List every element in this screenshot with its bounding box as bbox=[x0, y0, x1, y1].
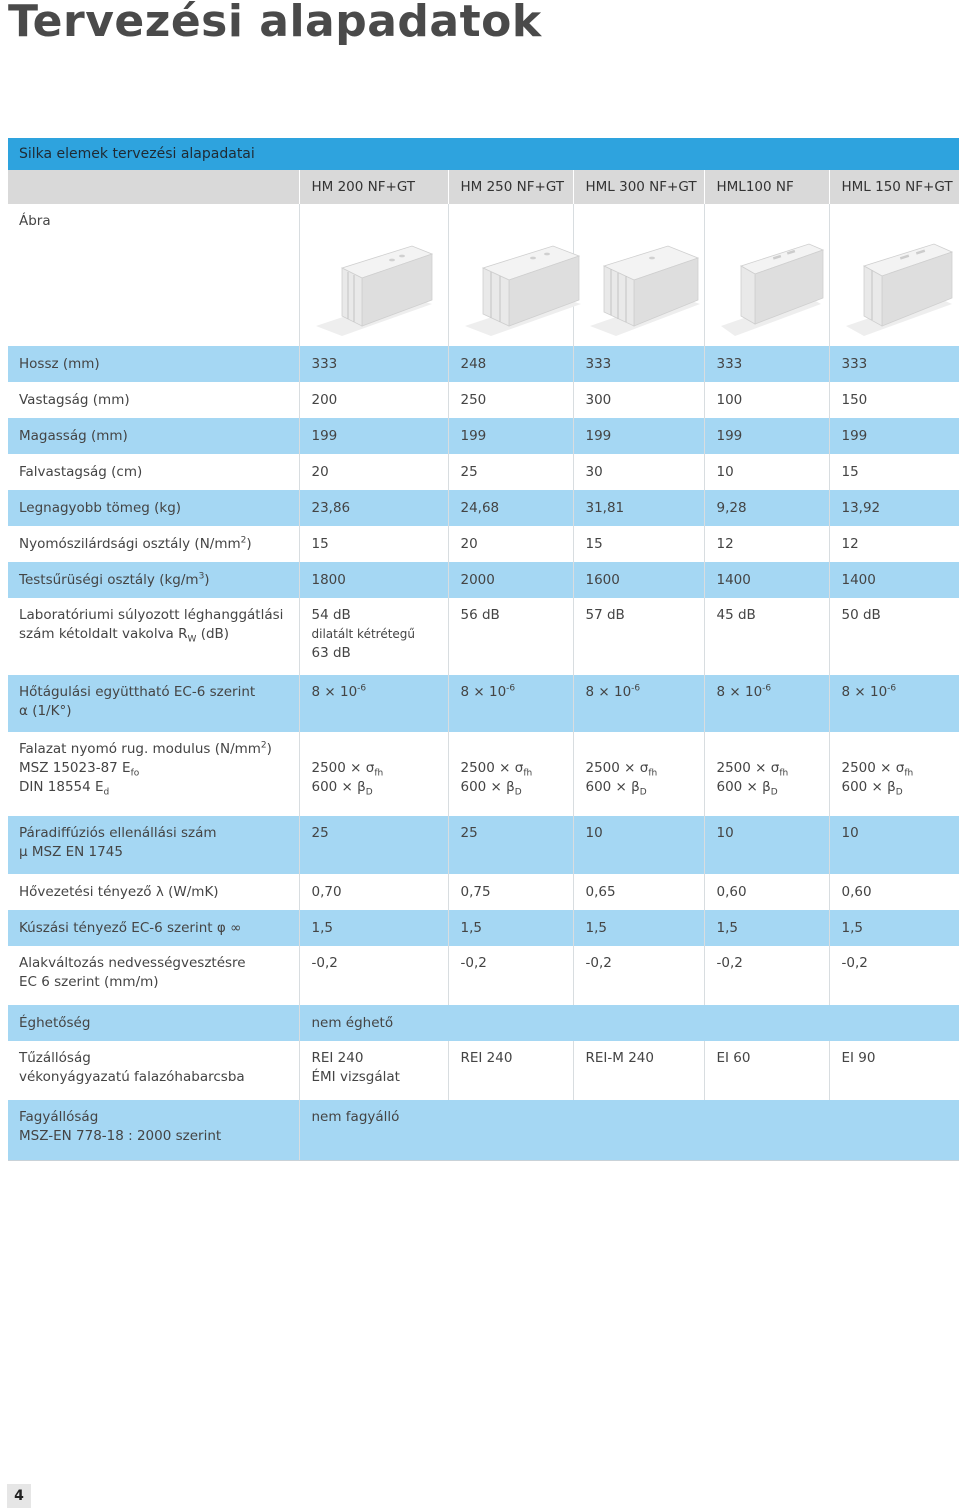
cell: 31,81 bbox=[573, 490, 704, 526]
column-header: HM 250 NF+GT bbox=[448, 170, 573, 204]
cell: REI-M 240 bbox=[573, 1041, 704, 1100]
cell: 0,75 bbox=[448, 874, 573, 910]
row-label: Alakváltozás nedvességvesztésre EC 6 szerint (mm/m) bbox=[8, 946, 299, 1005]
table-row bbox=[8, 1041, 959, 1100]
cell: nem éghető bbox=[299, 1005, 959, 1041]
cell: 12 bbox=[829, 526, 959, 562]
cell: -0,2 bbox=[299, 946, 448, 1005]
table-row bbox=[8, 418, 959, 454]
cell: 25 bbox=[299, 816, 448, 874]
specs-table bbox=[8, 138, 959, 1161]
column-header: HML 300 NF+GT bbox=[573, 170, 704, 204]
cell: 1400 bbox=[704, 562, 829, 598]
table-row bbox=[8, 732, 959, 816]
cell: $2500 \times \sigma_{fh}$ $600 \times \beta_D$ bbox=[448, 732, 573, 816]
table-row bbox=[8, 382, 959, 418]
cell: 0,65 bbox=[573, 874, 704, 910]
cell: 10 bbox=[704, 816, 829, 874]
cell: 24,68 bbox=[448, 490, 573, 526]
row-label: Hőtágulási együttható EC-6 szerint α (1/K°) bbox=[8, 675, 299, 732]
cell: 1,5 bbox=[448, 910, 573, 946]
cell: 199 bbox=[299, 418, 448, 454]
cell: -0,2 bbox=[573, 946, 704, 1005]
row-label: Nyomószilárdsági osztály $(N/mm^2)$ bbox=[8, 526, 299, 562]
table-row bbox=[8, 490, 959, 526]
cell: -0,2 bbox=[829, 946, 959, 1005]
row-label: Laboratóriumi súlyozott léghanggátlási szám kétoldalt vakolva $R_W$ (dB) bbox=[8, 598, 299, 675]
cell: REI 240 ÉMI vizsgálat bbox=[299, 1041, 448, 1100]
image-row-label: Ábra bbox=[8, 204, 299, 346]
cell: 248 bbox=[448, 346, 573, 382]
cell: 23,86 bbox=[299, 490, 448, 526]
cell: $8 \times 10^{-6}$ bbox=[573, 675, 704, 732]
row-label: Hővezetési tényező λ (W/mK) bbox=[8, 874, 299, 910]
cell: 0,70 bbox=[299, 874, 448, 910]
table-row bbox=[8, 526, 959, 562]
block-image-hml150 bbox=[829, 204, 959, 346]
block-image bbox=[312, 238, 434, 338]
cell: 1800 bbox=[299, 562, 448, 598]
table-row bbox=[8, 910, 959, 946]
block-image bbox=[842, 238, 960, 338]
cell: $2500 \times \sigma_{fh}$ $600 \times \beta_D$ bbox=[829, 732, 959, 816]
cell: 333 bbox=[573, 346, 704, 382]
row-label: Kúszási tényező EC-6 szerint φ ∞ bbox=[8, 910, 299, 946]
cell: $2500 \times \sigma_{fh}$ $600 \times \beta_D$ bbox=[704, 732, 829, 816]
cell: -0,2 bbox=[704, 946, 829, 1005]
cell: 57 dB bbox=[573, 598, 704, 675]
cell: 0,60 bbox=[704, 874, 829, 910]
row-label: Legnagyobb tömeg (kg) bbox=[8, 490, 299, 526]
row-label: Fagyállóság MSZ-EN 778-18 : 2000 szerint bbox=[8, 1100, 299, 1160]
cell: 199 bbox=[573, 418, 704, 454]
page-title: Tervezési alapadatok bbox=[8, 0, 542, 47]
row-label: Testsűrüségi osztály $(kg/m^3)$ bbox=[8, 562, 299, 598]
block-image bbox=[586, 238, 708, 338]
page-number: 4 bbox=[7, 1484, 31, 1508]
cell: nem fagyálló bbox=[299, 1100, 959, 1160]
table-row bbox=[8, 675, 959, 732]
row-label: Tűzállóság vékonyágyazatú falazóhabarcsba bbox=[8, 1041, 299, 1100]
cell: 15 bbox=[829, 454, 959, 490]
table-row bbox=[8, 874, 959, 910]
column-header: HML 150 NF+GT bbox=[829, 170, 959, 204]
cell: 150 bbox=[829, 382, 959, 418]
cell: 50 dB bbox=[829, 598, 959, 675]
cell: 1,5 bbox=[299, 910, 448, 946]
cell: $2500 \times \sigma_{fh}$ $600 \times \beta_D$ bbox=[299, 732, 448, 816]
cell: 1400 bbox=[829, 562, 959, 598]
cell: 100 bbox=[704, 382, 829, 418]
row-label: Páradiffúziós ellenállási szám μ MSZ EN 1745 bbox=[8, 816, 299, 874]
cell: 1,5 bbox=[829, 910, 959, 946]
header-empty bbox=[8, 170, 299, 204]
table-row bbox=[8, 598, 959, 675]
cell: 13,92 bbox=[829, 490, 959, 526]
block-image-hml100 bbox=[704, 204, 829, 346]
cell: 10 bbox=[704, 454, 829, 490]
cell: $8 \times 10^{-6}$ bbox=[829, 675, 959, 732]
image-row bbox=[8, 204, 959, 346]
column-header: HM 200 NF+GT bbox=[299, 170, 448, 204]
cell: 1,5 bbox=[704, 910, 829, 946]
cell: 15 bbox=[299, 526, 448, 562]
cell: $8 \times 10^{-6}$ bbox=[299, 675, 448, 732]
cell: 199 bbox=[829, 418, 959, 454]
cell: 333 bbox=[704, 346, 829, 382]
table-row bbox=[8, 1005, 959, 1041]
block-image-hm200 bbox=[299, 204, 448, 346]
row-label: Falvastagság (cm) bbox=[8, 454, 299, 490]
cell: 54 dB dilatált kétrétegű 63 dB bbox=[299, 598, 448, 675]
cell: -0,2 bbox=[448, 946, 573, 1005]
cell: 15 bbox=[573, 526, 704, 562]
cell: $8 \times 10^{-6}$ bbox=[704, 675, 829, 732]
cell: 30 bbox=[573, 454, 704, 490]
cell: EI 90 bbox=[829, 1041, 959, 1100]
table-title: Silka elemek tervezési alapadatai bbox=[8, 138, 959, 170]
cell: 45 dB bbox=[704, 598, 829, 675]
column-header: HML100 NF bbox=[704, 170, 829, 204]
cell: 10 bbox=[829, 816, 959, 874]
cell: 20 bbox=[299, 454, 448, 490]
block-image-hml300 bbox=[573, 204, 704, 346]
cell: $2500 \times \sigma_{fh}$ $600 \times \beta_D$ bbox=[573, 732, 704, 816]
block-image-hm250 bbox=[448, 204, 573, 346]
table-row bbox=[8, 1100, 959, 1160]
cell: 25 bbox=[448, 816, 573, 874]
table-row bbox=[8, 454, 959, 490]
cell: EI 60 bbox=[704, 1041, 829, 1100]
cell: 10 bbox=[573, 816, 704, 874]
cell: 250 bbox=[448, 382, 573, 418]
cell: 9,28 bbox=[704, 490, 829, 526]
cell: 1600 bbox=[573, 562, 704, 598]
cell: 0,60 bbox=[829, 874, 959, 910]
table-row bbox=[8, 946, 959, 1005]
column-header-row bbox=[8, 170, 959, 204]
cell: 2000 bbox=[448, 562, 573, 598]
table-row bbox=[8, 562, 959, 598]
cell: REI 240 bbox=[448, 1041, 573, 1100]
block-image bbox=[461, 238, 583, 338]
row-label: Magasság (mm) bbox=[8, 418, 299, 454]
row-label: Vastagság (mm) bbox=[8, 382, 299, 418]
row-label: Falazat nyomó rug. modulus $(N/mm^2)$ MSZ 15023-87 $E_{fo}$ DIN 18554 $E_d$ bbox=[8, 732, 299, 816]
block-image bbox=[717, 238, 839, 338]
cell: 200 bbox=[299, 382, 448, 418]
cell: 199 bbox=[448, 418, 573, 454]
cell: 333 bbox=[829, 346, 959, 382]
table-row bbox=[8, 816, 959, 874]
cell: 20 bbox=[448, 526, 573, 562]
cell: 56 dB bbox=[448, 598, 573, 675]
row-label: Hossz (mm) bbox=[8, 346, 299, 382]
cell: 12 bbox=[704, 526, 829, 562]
cell: 333 bbox=[299, 346, 448, 382]
cell: $8 \times 10^{-6}$ bbox=[448, 675, 573, 732]
cell: 300 bbox=[573, 382, 704, 418]
cell: 199 bbox=[704, 418, 829, 454]
table-row bbox=[8, 346, 959, 382]
cell: 25 bbox=[448, 454, 573, 490]
row-label: Éghetőség bbox=[8, 1005, 299, 1041]
cell: 1,5 bbox=[573, 910, 704, 946]
